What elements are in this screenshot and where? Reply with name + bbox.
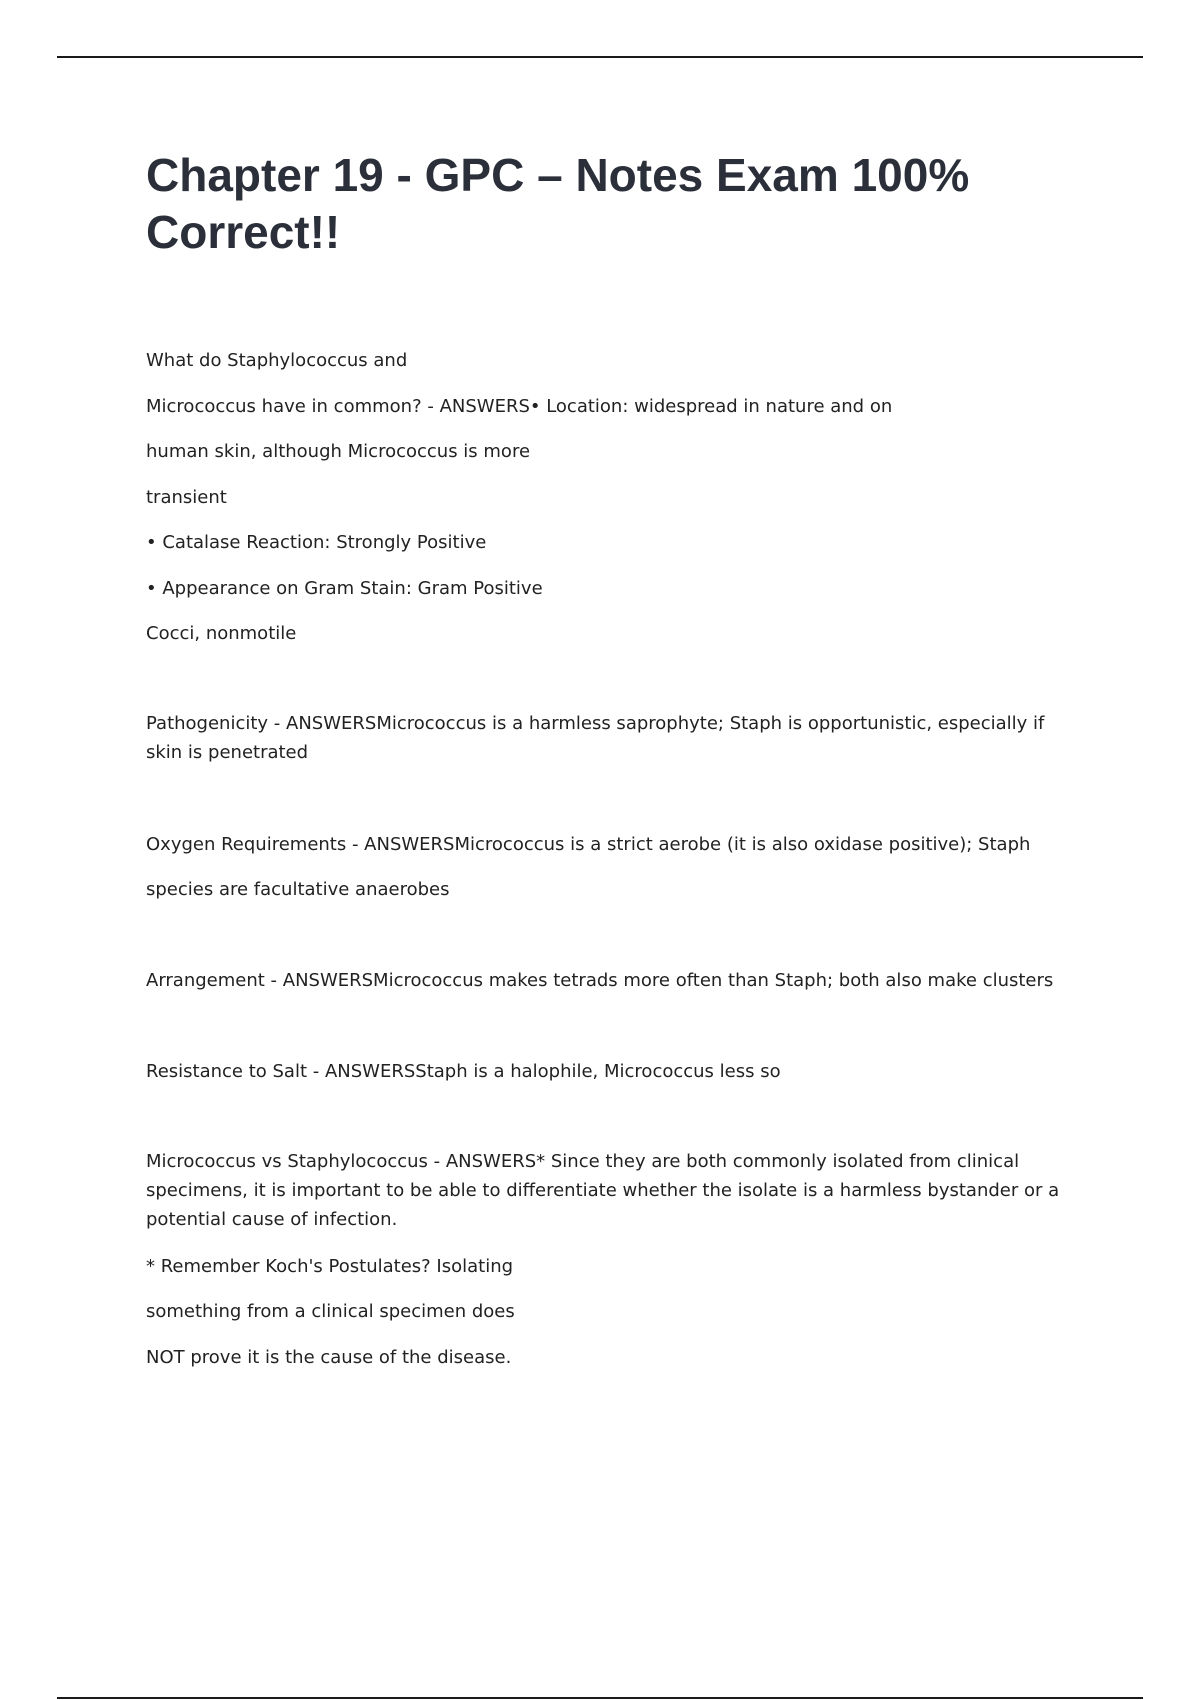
qa1-line-1: What do Staphylococcus and bbox=[146, 350, 408, 371]
document-title: Chapter 19 - GPC – Notes Exam 100% Correct!! bbox=[146, 149, 970, 258]
qa6-line-4: NOT prove it is the cause of the disease. bbox=[146, 1347, 512, 1368]
qa1-line-4: transient bbox=[146, 487, 227, 508]
qa5-paragraph: Resistance to Salt - ANSWERSStaph is a halophile, Micrococcus less so bbox=[146, 1061, 781, 1082]
qa1-line-2: Micrococcus have in common? - ANSWERS• Location: widespread in nature and on bbox=[146, 396, 893, 417]
footer-rule bbox=[57, 1697, 1143, 1699]
header-rule bbox=[57, 56, 1143, 58]
qa6-line-3: something from a clinical specimen does bbox=[146, 1301, 515, 1322]
qa1-line-5: • Catalase Reaction: Strongly Positive bbox=[146, 532, 487, 553]
qa6-paragraph: Micrococcus vs Staphylococcus - ANSWERS* Since they are both commonly isolated from clinical specimens, it is important to be able to differentiate whether the isolate is a harmless bystander or a potential cause of infection. bbox=[146, 1151, 1060, 1230]
qa3-line-1: Oxygen Requirements - ANSWERSMicrococcus is a strict aerobe (it is also oxidase positive); Staph bbox=[146, 834, 1031, 855]
qa1-line-7: Cocci, nonmotile bbox=[146, 623, 297, 644]
qa2-paragraph: Pathogenicity - ANSWERSMicrococcus is a harmless saprophyte; Staph is opportunistic, especially if skin is penetrated bbox=[146, 713, 1045, 763]
qa6-line-2: * Remember Koch's Postulates? Isolating bbox=[146, 1256, 514, 1277]
qa3-line-2: species are facultative anaerobes bbox=[146, 879, 450, 900]
qa4-paragraph: Arrangement - ANSWERSMicrococcus makes tetrads more often than Staph; both also make clusters bbox=[146, 970, 1054, 991]
qa1-line-6: • Appearance on Gram Stain: Gram Positive bbox=[146, 578, 543, 599]
qa1-line-3: human skin, although Micrococcus is more bbox=[146, 441, 531, 462]
